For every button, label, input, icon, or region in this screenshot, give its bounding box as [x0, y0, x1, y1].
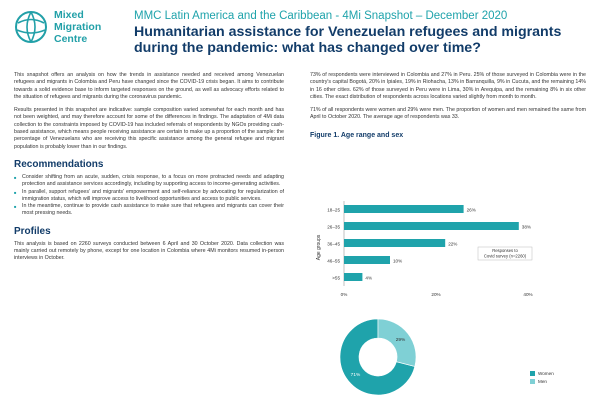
legend-label: Men [538, 379, 547, 384]
figure-1-chart [310, 195, 586, 400]
annotation-text: Responses to [492, 248, 518, 253]
legend-label: Women [538, 371, 554, 376]
category-label: 26–35 [327, 224, 340, 230]
page-title: Humanitarian assistance for Venezuelan refugees and migrants during the pandemic: what has changed over time? [134, 24, 562, 56]
right-column [310, 72, 586, 139]
logo-line: Centre [54, 33, 88, 45]
x-tick-label: 40% [523, 292, 533, 297]
category-label: 36–45 [327, 241, 340, 247]
sex-paragraph: 71% of all respondents were women and 29% were men. The proportion of women and men remained the same from April to October 2020. The average age of respondents was 33. [310, 107, 586, 121]
value-label: 10% [393, 258, 403, 264]
bar [344, 256, 390, 264]
logo-line: Migration [54, 21, 102, 33]
value-label: 26% [466, 207, 476, 213]
legend-swatch [530, 379, 535, 384]
list-item: ■ In the meantime, continue to provide cash assistance to make sure that refugees and migrants can cover their most pressing needs. [14, 203, 284, 218]
category-label: 46–55 [327, 258, 340, 264]
category-label: 18–25 [327, 207, 340, 213]
x-tick-label: 20% [431, 292, 441, 297]
x-tick-label: 0% [340, 292, 348, 297]
logo-text [54, 9, 101, 45]
intro-paragraph: This snapshot offers an analysis on how the trends in assistance needed and received among Venezuelan refugees and migrants in Colombia and Peru have changed since the COVID-19 crisis began. It aims to contribute towards a solid evidence base to inform targeted responses on the ground, as well as advocacy efforts related to the situation of refugees and migrants during the coronavirus pandemic. [14, 72, 284, 100]
page-header [0, 0, 600, 62]
annotation-text: Covid survey (n=2260) [483, 253, 527, 259]
bar [344, 273, 362, 281]
series-label: MMC Latin America and the Caribbean - 4Mi Snapshot – December 2020 [134, 10, 508, 22]
left-column [14, 72, 284, 263]
bar [344, 205, 464, 213]
age-sex-chart [310, 195, 586, 400]
slice-label: 29% [395, 338, 406, 344]
list-item: ■ In parallel, support refugees' and migrants' empowerment and self-reliance by advocating for regularization of immigration status, which will improve access to livelihood opportunities and access to public services. [14, 189, 284, 204]
figure-title: Figure 1. Age range and sex [310, 131, 404, 139]
recommendations-list [14, 174, 284, 218]
value-label: 22% [448, 241, 458, 247]
legend-swatch [530, 371, 535, 376]
location-paragraph: 73% of respondents were interviewed in Colombia and 27% in Peru. 25% of those surveyed in Colombia were in the country's capital Bogotá, 20% in Ipiales, 19% in Riohacha, 13% in Barranquilla, 9% in Cucuta, and the remaining 14% in 16 other cities. 62% of those surveyed in Peru were in Lima, 30% in Arequipa, and the remaining 8% in six other cities. The exact distribution of respondents across locations varied slightly from month to month. [310, 72, 586, 100]
profiles-heading: Profiles [14, 225, 51, 237]
list-item: ■ Consider shifting from an acute, sudden, crisis response, to a focus on more protracted needs and adapting protection and assistance services accordingly, including by supporting access to income-generating activities. [14, 174, 284, 189]
y-axis-title: Age groups [316, 234, 322, 261]
mmc-logo [14, 8, 124, 48]
bar [344, 239, 445, 247]
recommendations-heading: Recommendations [14, 158, 104, 170]
category-label: >55 [332, 275, 340, 281]
globe-logo-icon [14, 10, 48, 44]
value-label: 38% [521, 224, 532, 230]
logo-line: Mixed [54, 9, 84, 21]
value-label: 4% [365, 275, 373, 281]
profiles-paragraph: This analysis is based on 2260 surveys conducted between 6 April and 30 October 2020. Data collection was mainly carried out remotely by phone, except for one location in Colombia where 4Mi monitors resumed in-person interviews in October. [14, 240, 284, 262]
slice-label: 71% [350, 373, 361, 379]
results-paragraph: Results presented in this snapshot are indicative: sample composition varied somewhat for each month and has not been weighted, and may therefore account for some of the differences in findings. The adaptation of 4Mi data collection to the constraints imposed by COVID-19 has included referrals of respondents by NGOs providing cash-based assistance, which means people receiving assistance are certain to make up a proportion of the sample: the percentage of Venezuelans who are receiving this specific assistance among the general refugee and migrant population is probably lower than in our findings. [14, 107, 284, 150]
bar [344, 222, 519, 230]
